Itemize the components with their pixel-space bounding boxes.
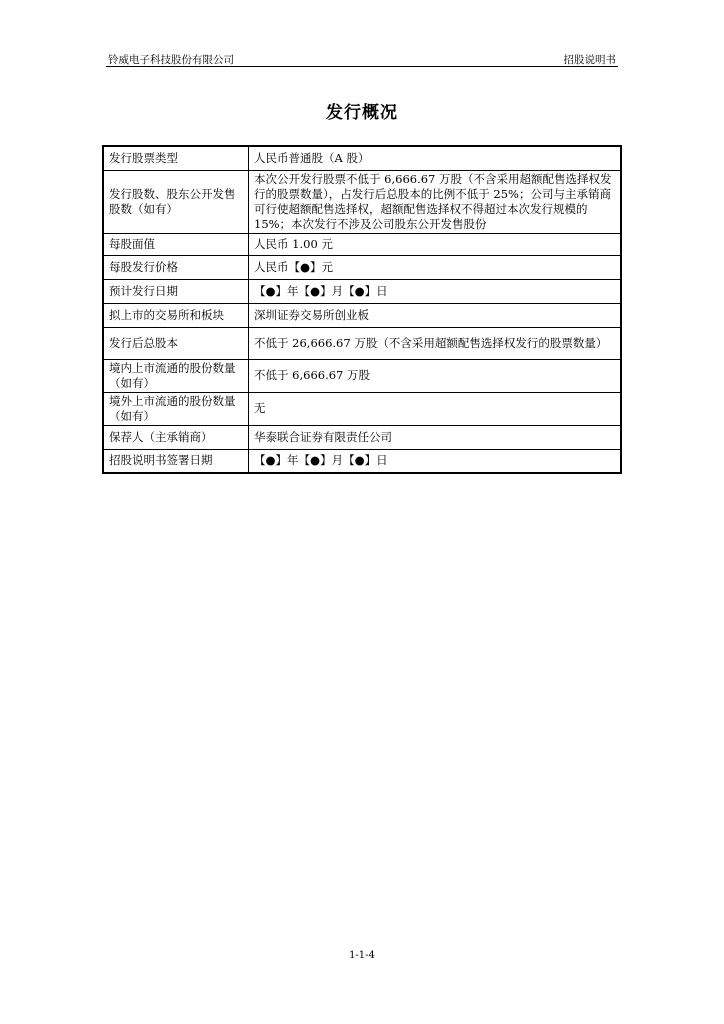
row-label: 拟上市的交易所和板块 [103,303,249,327]
row-value: 不低于 6,666.67 万股 [249,359,622,392]
table-row [103,449,621,473]
table-row [103,425,621,449]
table-row [103,279,621,303]
page-number: 1-1-4 [349,950,375,961]
page-header [106,50,618,66]
row-label: 预计发行日期 [103,279,249,303]
row-label: 境外上市流通的股份数量（如有） [103,392,249,425]
row-value: 人民币 1.00 元 [249,233,622,255]
table-row [103,170,621,233]
table-row [103,303,621,327]
table-row [103,359,621,392]
row-label: 发行后总股本 [103,327,249,359]
table-row [103,327,621,359]
table-row [103,255,621,279]
row-label: 每股面值 [103,233,249,255]
row-value: 人民币普通股（A 股） [249,146,622,170]
table-row [103,146,621,170]
row-label: 每股发行价格 [103,255,249,279]
document-type: 招股说明书 [563,54,616,66]
row-value: 本次公开发行股票不低于 6,666.67 万股（不含采用超额配售选择权发行的股票数量），占发行后总股本的比例不低于 25%；公司与主承销商可行使超额配售选择权，超额配售选择权不得超过本次发行规模的 15%；本次发行不涉及公司股东公开发售股份 [249,170,622,233]
table-row [103,392,621,425]
company-name: 铃威电子科技股份有限公司 [108,54,234,66]
row-label: 招股说明书签署日期 [103,449,249,473]
row-label: 保荐人（主承销商） [103,425,249,449]
row-label: 发行股数、股东公开发售股数（如有） [103,170,249,233]
row-value: 华泰联合证券有限责任公司 [249,425,622,449]
row-label: 发行股票类型 [103,146,249,170]
row-value: 【●】年【●】月【●】日 [249,279,622,303]
page-title: 发行概况 [326,103,398,123]
row-label: 境内上市流通的股份数量（如有） [103,359,249,392]
header-divider [106,66,618,67]
row-value: 人民币【●】元 [249,255,622,279]
table-row [103,233,621,255]
row-value: 深圳证券交易所创业板 [249,303,622,327]
row-value: 无 [249,392,622,425]
row-value: 不低于 26,666.67 万股（不含采用超额配售选择权发行的股票数量） [249,327,622,359]
offering-overview-table [102,145,622,474]
row-value: 【●】年【●】月【●】日 [249,449,622,473]
